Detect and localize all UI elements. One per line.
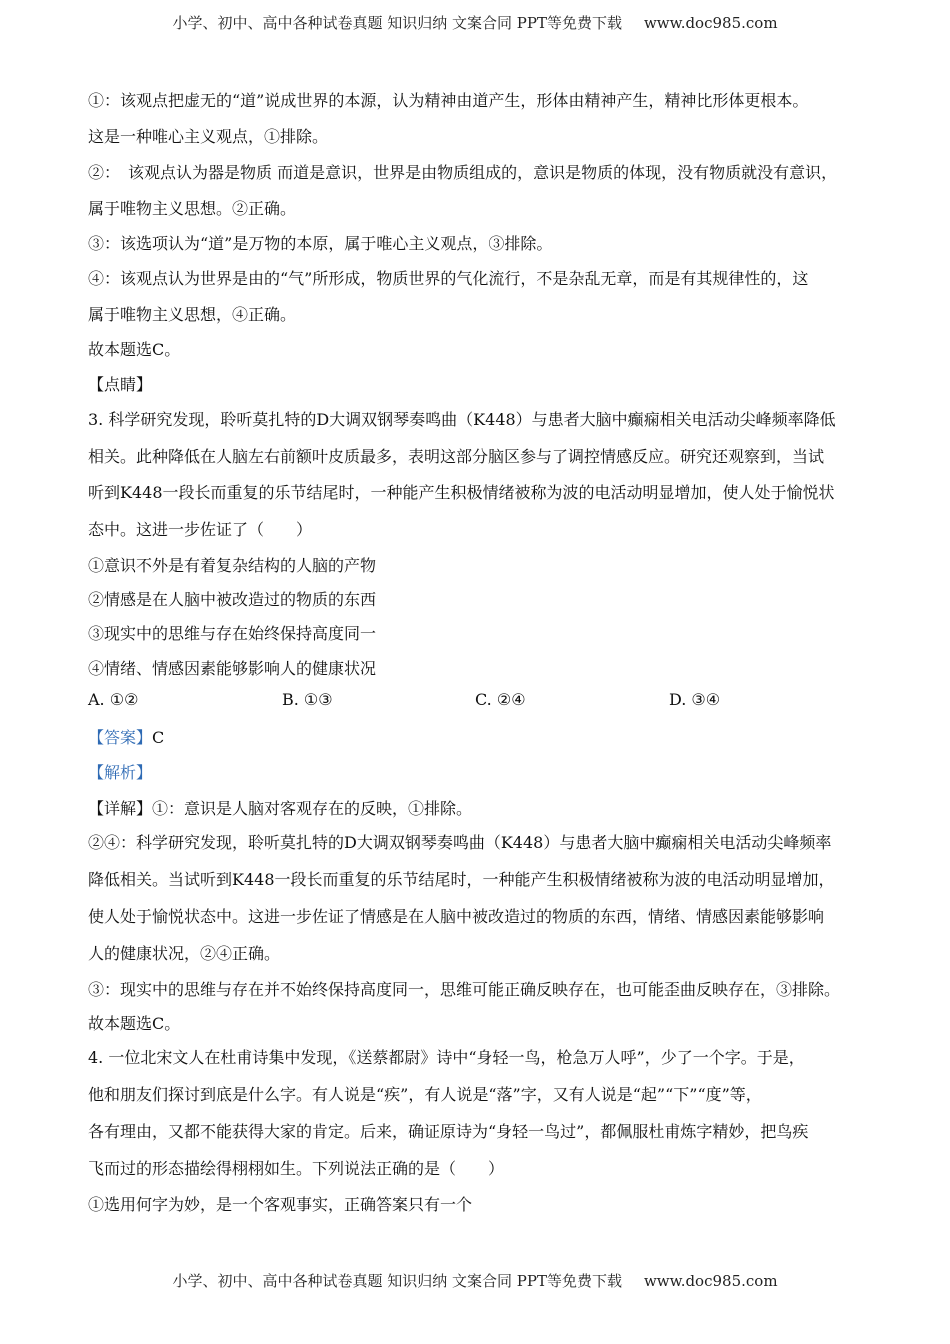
text-line: ②④：科学研究发现，聆听莫扎特的D大调双钢琴奏鸣曲（K448）与患者大脑中癫痫相关电活动尖峰频率 [88,833,832,852]
text-line: 属于唯物主义思想，④正确。 [88,305,297,324]
text-line: 故本题选C。 [88,1014,181,1033]
text-line: 故本题选C。 [88,340,181,359]
page-footer [0,1270,950,1291]
footer-url: www.doc985.com [643,1272,778,1290]
choice-item: ①选用何字为妙，是一个客观事实，正确答案只有一个 [88,1195,473,1214]
text-line: 人的健康状况，②④正确。 [88,944,281,963]
text-line: ③：该选项认为“道”是万物的本原，属于唯心主义观点，③排除。 [88,234,553,253]
question-text: 相关。此种降低在人脑左右前额叶皮质最多，表明这部分脑区参与了调控情感反应。研究还观察到，当试 [88,447,825,466]
analysis-label: 【解析】 [88,763,153,782]
choice-item: ③现实中的思维与存在始终保持高度同一 [88,624,377,643]
choice-item: ①意识不外是有着复杂结构的人脑的产物 [88,556,377,575]
answer-line [88,727,164,749]
option-a: A. ①② [88,690,139,709]
option-c: C. ②④ [475,690,526,709]
header-url: www.doc985.com [643,14,778,32]
question-text: 态中。这进一步佐证了（ ） [88,520,313,539]
section-label: 【点睛】 [88,375,153,394]
page-header [0,12,950,33]
choice-item: ②情感是在人脑中被改造过的物质的东西 [88,590,377,609]
text-line: 使人处于愉悦状态中。这进一步佐证了情感是在人脑中被改造过的物质的东西，情绪、情感因素能够影响 [88,907,825,926]
question-text: 他和朋友们探讨到底是什么字。有人说是“疾”，有人说是“落”字，又有人说是“起”“下”“度”等， [88,1085,762,1104]
text-line: 降低相关。当试听到K448一段长而重复的乐节结尾时，一种能产生积极情绪被称为波的电活动明显增加， [88,870,835,889]
text-line: ④：该观点认为世界是由的“气”所形成，物质世界的气化流行，不是杂乱无章，而是有其规律性的，这 [88,269,809,288]
answer-options [88,690,888,714]
question-text: 4. 一位北宋文人在杜甫诗集中发现，《送蔡都尉》诗中“身轻一鸟，枪急万人呼”，少了一个字。于是， [88,1048,805,1067]
text-line: ③：现实中的思维与存在并不始终保持高度同一，思维可能正确反映存在，也可能歪曲反映存在，③排除。 [88,980,841,999]
question-text: 3. 科学研究发现，聆听莫扎特的D大调双钢琴奏鸣曲（K448）与患者大脑中癫痫相关电活动尖峰频率降低 [88,410,836,429]
text-line: 这是一种唯心主义观点，①排除。 [88,127,329,146]
text-line: 属于唯物主义思想。②正确。 [88,199,297,218]
header-text: 小学、初中、高中各种试卷真题 知识归纳 文案合同 PPT等免费下载 [172,14,622,32]
question-text: 听到K448一段长而重复的乐节结尾时，一种能产生积极情绪被称为波的电活动明显增加，使人处于愉悦状 [88,483,835,502]
question-text: 各有理由，又都不能获得大家的肯定。后来，确证原诗为“身轻一鸟过”，都佩服杜甫炼字精妙，把鸟疾 [88,1122,809,1141]
answer-value: C [152,728,165,747]
choice-item: ④情绪、情感因素能够影响人的健康状况 [88,659,377,678]
question-text: 飞而过的形态描绘得栩栩如生。下列说法正确的是（ ） [88,1159,505,1178]
detail-line [88,798,472,820]
detail-text: ①：意识是人脑对客观存在的反映，①排除。 [152,799,473,818]
answer-label: 【答案】 [88,728,153,747]
text-line: ②： 该观点认为器是物质 而道是意识，世界是由物质组成的，意识是物质的体现，没有物质就没有意识， [88,163,838,182]
text-line: ①：该观点把虚无的“道”说成世界的本源，认为精神由道产生，形体由精神产生，精神比形体更根本。 [88,91,809,110]
footer-text: 小学、初中、高中各种试卷真题 知识归纳 文案合同 PPT等免费下载 [172,1272,622,1290]
option-b: B. ①③ [282,690,333,709]
detail-label: 【详解】 [88,799,153,818]
option-d: D. ③④ [669,690,721,709]
